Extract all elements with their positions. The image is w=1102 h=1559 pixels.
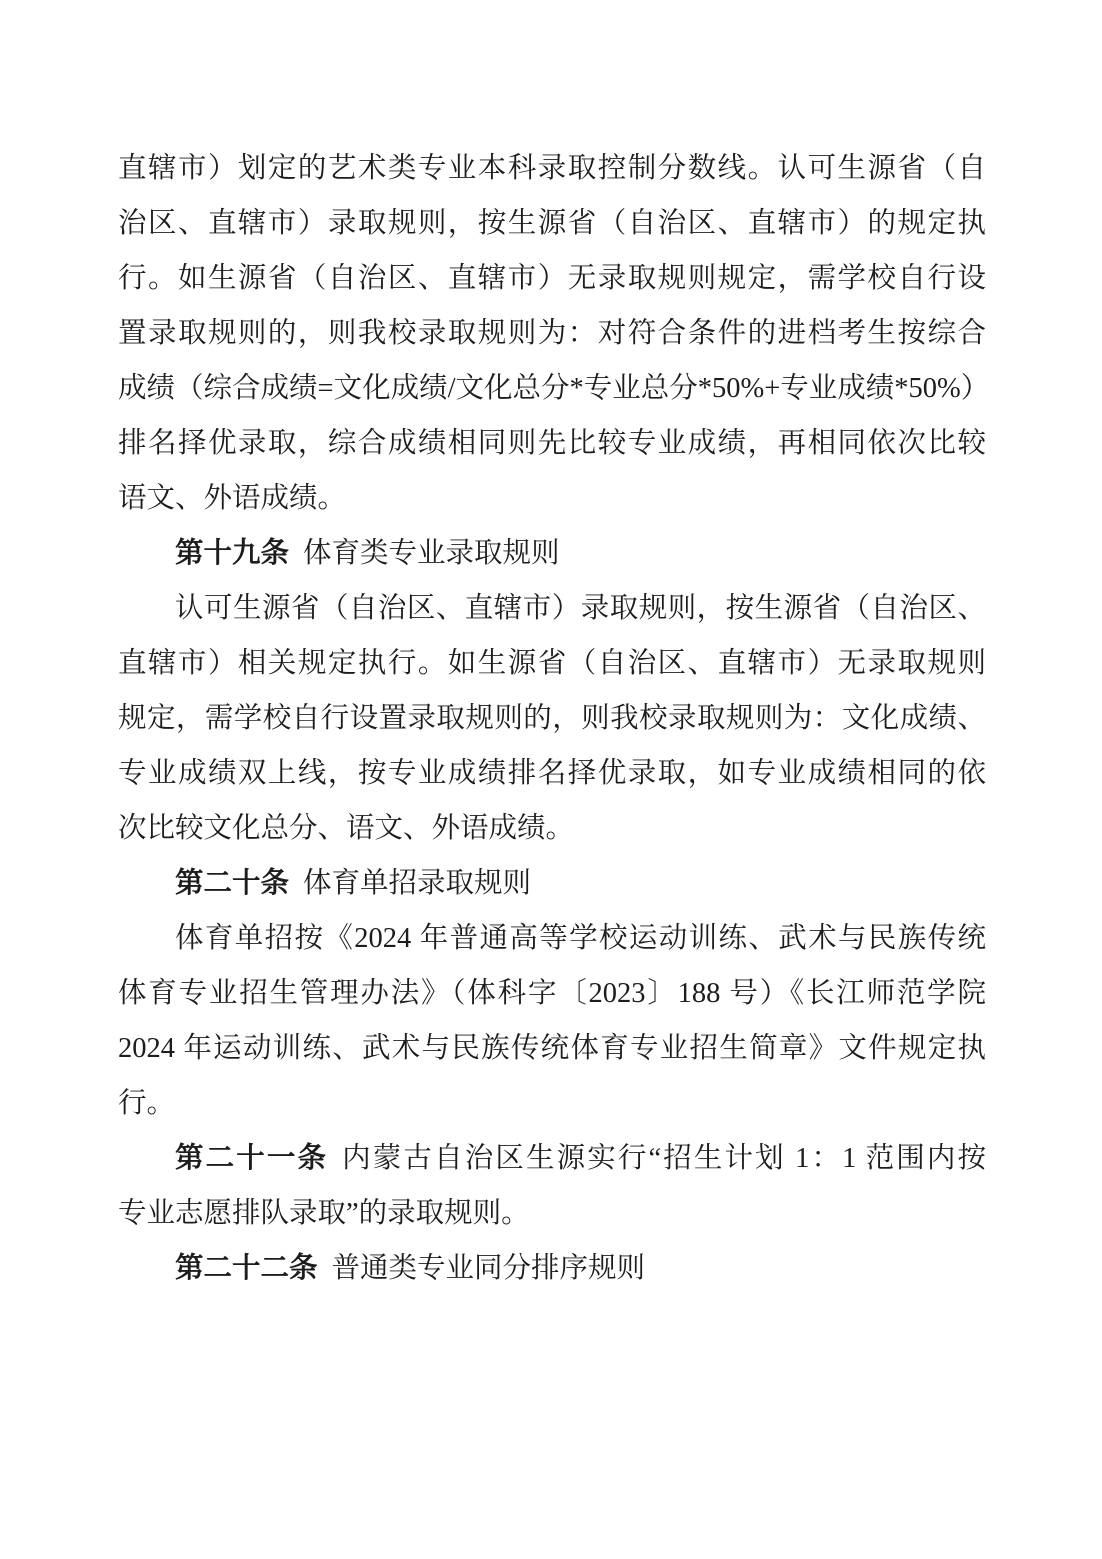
line-text: 成绩（综合成绩=文化成绩/文化总分*专业总分*50%+专业成绩*50%） [118,373,990,404]
document-line [118,966,986,1021]
line-text: 专业志愿排队录取”的录取规则。 [118,1198,530,1229]
line-text: 内蒙古自治区生源实行“招生计划 1：1 范围内按 [342,1143,986,1174]
document-line [118,1076,986,1131]
document-line [118,306,986,361]
document-line [118,636,986,691]
line-text: 直辖市）相关规定执行。如生源省（自治区、直辖市）无录取规则 [118,648,986,679]
document-line [118,856,986,911]
line-text: 体育类专业录取规则 [303,538,560,569]
line-text: 体育单招按《2024 年普通高等学校运动训练、武术与民族传统 [175,923,986,954]
line-text: 专业成绩双上线，按专业成绩排名择优录取，如专业成绩相同的依 [118,758,986,789]
document-line [118,141,986,196]
line-text: 认可生源省（自治区、直辖市）录取规则，按生源省（自治区、 [175,593,986,624]
document-line [118,691,986,746]
line-text: 体育单招录取规则 [303,868,532,899]
line-text: 2024 年运动训练、武术与民族传统体育专业招生简章》文件规定执 [118,1033,986,1064]
line-text: 置录取规则的，则我校录取规则为：对符合条件的进档考生按综合 [118,318,986,349]
document-line [118,471,986,526]
document-line [118,801,986,856]
document-line [118,746,986,801]
line-text: 语文、外语成绩。 [118,483,347,514]
line-text: 排名择优录取，综合成绩相同则先比较专业成绩，再相同依次比较 [118,428,986,459]
document-line [118,1131,986,1186]
article-number: 第二十一条 [175,1143,329,1174]
document-line [118,526,986,581]
line-text: 行。如生源省（自治区、直辖市）无录取规则规定，需学校自行设 [118,263,986,294]
article-number: 第二十条 [175,868,290,899]
line-text: 次比较文化总分、语文、外语成绩。 [118,813,575,844]
line-text: 规定，需学校自行设置录取规则的，则我校录取规则为：文化成绩、 [118,703,986,734]
document-line [118,361,990,416]
article-number: 第十九条 [175,538,290,569]
line-text: 直辖市）划定的艺术类专业本科录取控制分数线。认可生源省（自 [118,153,986,184]
document-line [118,1021,986,1076]
document-line [118,416,986,471]
text-block [118,141,990,1296]
article-number: 第二十二条 [175,1253,318,1284]
document-line [118,251,986,306]
document-line [118,1186,986,1241]
document-line [118,196,986,251]
line-text: 体育专业招生管理办法》（体科字〔2023〕188 号）《长江师范学院 [118,978,986,1009]
document-line [118,1241,986,1296]
line-text: 行。 [118,1088,176,1119]
document-line [118,581,986,636]
document-line [118,911,986,966]
line-text: 普通类专业同分排序规则 [331,1253,646,1284]
line-text: 治区、直辖市）录取规则，按生源省（自治区、直辖市）的规定执 [118,208,986,239]
